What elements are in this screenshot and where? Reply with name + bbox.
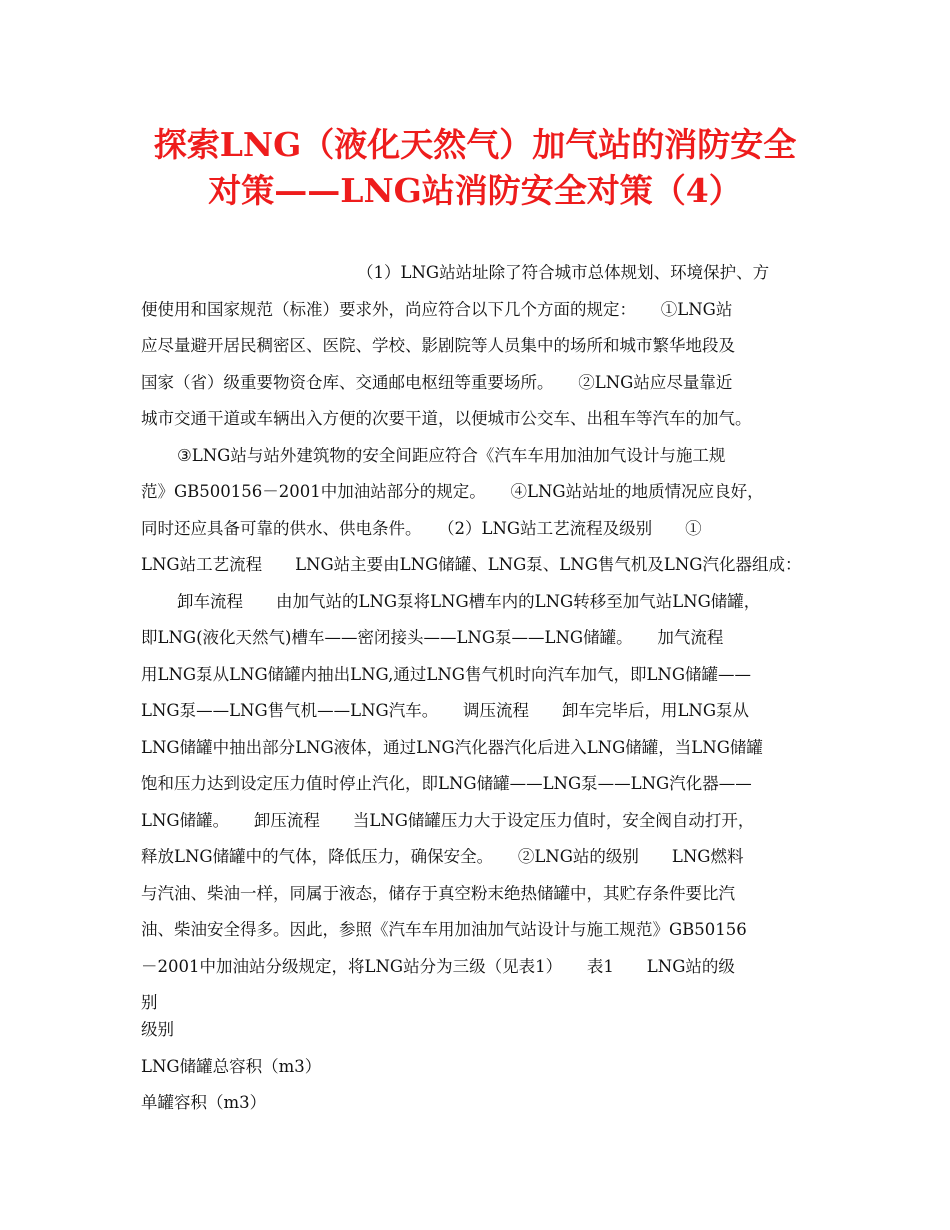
body-line: 范》GB500156－2001中加油站部分的规定。 ④LNG站站址的地质情况应良好， <box>141 482 764 501</box>
body-line: 城市交通干道或车辆出入方便的次要干道，以便城市公交车、出租车等汽车的加气。 <box>141 409 752 428</box>
body-line: 即LNG(液化天然气)槽车——密闭接头——LNG泵——LNG储罐。 加气流程 <box>141 628 724 647</box>
body-line: 卸车流程 由加气站的LNG泵将LNG槽车内的LNG转移至加气站LNG储罐， <box>177 591 761 611</box>
body-line: LNG泵——LNG售气机——LNG汽车。 调压流程 卸车完毕后，用LNG泵从 <box>141 701 750 720</box>
body-line: （1）LNG站站址除了符合城市总体规划、环境保护、方 <box>357 263 770 282</box>
body-line: 应尽量避开居民稠密区、医院、学校、影剧院等人员集中的场所和城市繁华地段及 <box>141 336 735 355</box>
table-header-label: LNG储罐总容积（m3） <box>141 1056 322 1076</box>
document-title <box>100 122 850 214</box>
body-line: LNG站工艺流程 LNG站主要由LNG储罐、LNG泵、LNG售气机及LNG汽化器组成： <box>141 555 802 574</box>
table-header-label: 单罐容积（m3） <box>141 1093 267 1112</box>
body-line: ③LNG站与站外建筑物的安全间距应符合《汽车车用加油加气设计与施工规 <box>177 445 726 465</box>
body-line: －2001中加油站分级规定，将LNG站分为三级（见表1） 表1 LNG站的级 <box>141 956 735 976</box>
table-header-block <box>141 1012 813 1122</box>
body-line: 便使用和国家规范（标准）要求外，尚应符合以下几个方面的规定： ①LNG站 <box>141 299 733 319</box>
body-line: 释放LNG储罐中的气体，降低压力，确保安全。 ②LNG站的级别 LNG燃料 <box>141 847 744 866</box>
title-line: 探索LNG（液化天然气）加气站的消防安全 <box>153 125 797 164</box>
title-line: 对策——LNG站消防安全对策（4） <box>208 171 742 210</box>
body-line: LNG储罐中抽出部分LNG液体，通过LNG汽化器汽化后进入LNG储罐，当LNG储罐 <box>141 737 763 757</box>
table-header-label: 级别 <box>141 1020 174 1039</box>
body-line: 国家（省）级重要物资仓库、交通邮电枢纽等重要场所。 ②LNG站应尽量靠近 <box>141 372 733 392</box>
body-line: LNG储罐。 卸压流程 当LNG储罐压力大于设定压力值时，安全阀自动打开， <box>141 810 755 830</box>
body-line: 别 <box>141 993 158 1012</box>
body-line: 油、柴油安全得多。因此，参照《汽车车用加油加气站设计与施工规范》GB50156 <box>141 920 747 939</box>
body-line: 饱和压力达到设定压力值时停止汽化，即LNG储罐——LNG泵——LNG汽化器—— <box>141 774 752 793</box>
body-line: 同时还应具备可靠的供水、供电条件。 （2）LNG站工艺流程及级别 ① <box>141 518 702 538</box>
body-line: 用LNG泵从LNG储罐内抽出LNG,通过LNG售气机时向汽车加气，即LNG储罐—— <box>141 664 752 684</box>
body-line: 与汽油、柴油一样，同属于液态，储存于真空粉末绝热储罐中，其贮存条件要比汽 <box>141 883 735 903</box>
body-paragraph <box>141 255 813 1022</box>
